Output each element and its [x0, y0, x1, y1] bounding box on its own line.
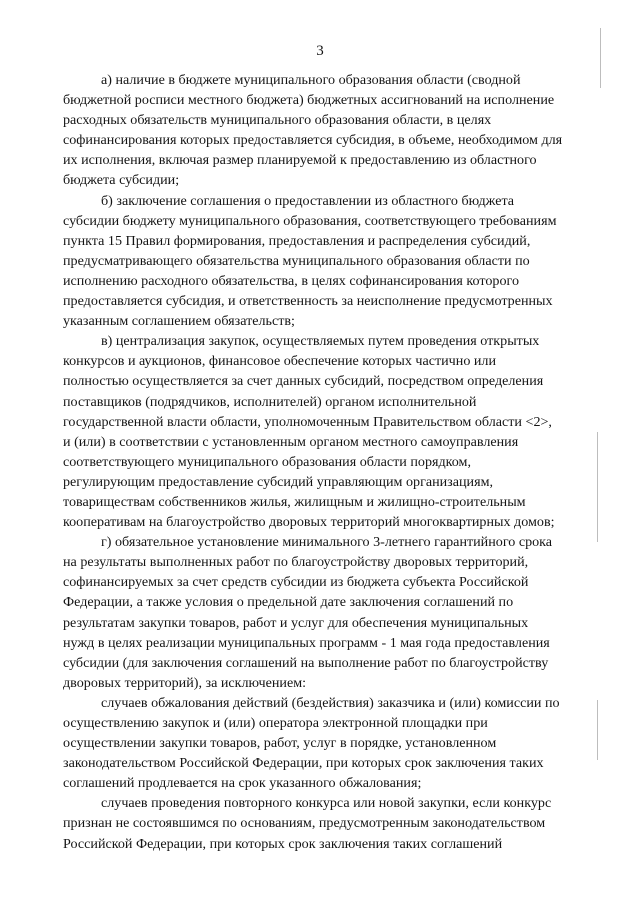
paragraph-exception-2: случаев проведения повторного конкурса или новой закупки, если конкурс признан не состоявшимся по основаниям, предусмотренным законодательством Российской Федерации, при которых срок заключения таких соглашений	[63, 795, 552, 852]
paragraph-b: б) заключение соглашения о предоставлении из областного бюджета субсидии бюджету муниципального образования, соответствующего требованиям пункта 15 Правил формирования, предоставления и распределения субсидий, предусматривающего обязательства муниципального образования области по исполнению расходного обязательства, в целях софинансирования которого предоставляется субсидия, и ответственность за неисполнение предусмотренных указанным соглашением обязательств;	[63, 192, 557, 330]
scan-margin-line	[600, 28, 601, 88]
page-number: 3	[316, 43, 324, 59]
paragraph-exception-1: случаев обжалования действий (бездействия) заказчика и (или) комиссии по осуществлению закупок и (или) оператора электронной площадки при осуществлении закупки товаров, работ, услуг в порядке, установленном законодательством Российской Федерации, при которых срок заключения таких соглашений продлевается на срок указанного обжалования;	[63, 694, 560, 792]
document-body	[63, 70, 599, 854]
scan-margin-line	[597, 700, 598, 760]
paragraph-g: г) обязательное установление минимального 3-летнего гарантийного срока на результаты выполненных работ по благоустройству дворовых территорий, софинансируемых за счет средств субсидии из бюджета субъекта Российской Федерации, а также условия о предельной дате заключения соглашений по результатам закупки товаров, работ и услуг для обеспечения муниципальных нужд в целях реализации муниципальных программ - 1 мая года предоставления субсидии (для заключения соглашений на выполнение работ по благоустройству дворовых территорий), за исключением:	[63, 534, 553, 691]
scan-margin-line	[597, 432, 598, 542]
paragraph-a: а) наличие в бюджете муниципального образования области (сводной бюджетной росписи местного бюджета) бюджетных ассигнований на исполнение расходных обязательств муниципального образования области, в целях софинансирования которых предоставляется субсидия, в объеме, необходимом для их исполнения, включая размер планируемой к предоставлению из областного бюджета субсидии;	[63, 72, 563, 189]
paragraph-v: в) централизация закупок, осуществляемых путем проведения открытых конкурсов и аукционов, финансовое обеспечение которых частично или полностью осуществляется за счет данных субсидий, посредством определения поставщиков (подрядчиков, исполнителей) органом исполнительной государственной власти области, уполномоченным Правительством области <2>, и (или) в соответствии с установленным органом местного самоуправления соответствующего муниципального образования области порядком, регулирующим предоставление субсидий управляющим организациям, товариществам собственников жилья, жилищным и жилищно-строительным кооперативам на благоустройство дворовых территорий многоквартирных домов;	[63, 333, 555, 531]
